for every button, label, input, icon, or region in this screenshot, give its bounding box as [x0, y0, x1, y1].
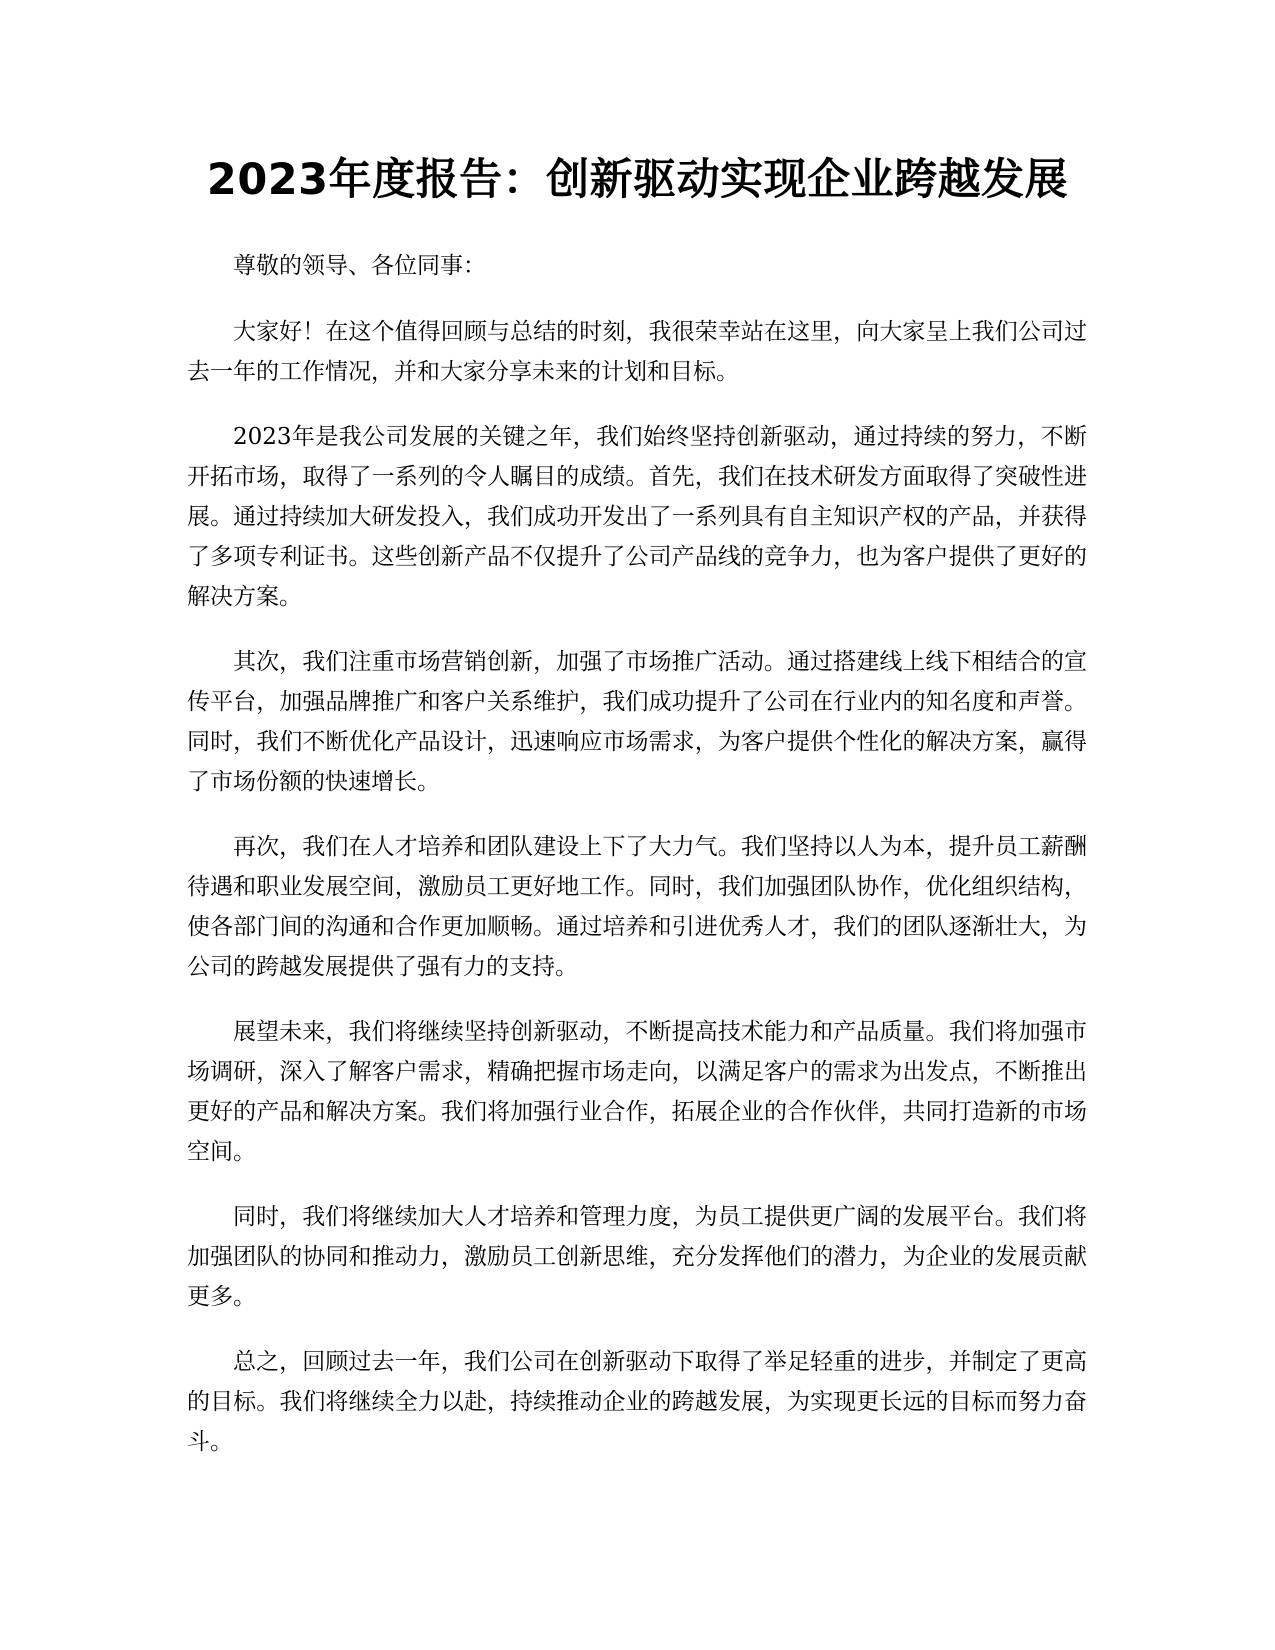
- marketing-paragraph: 其次，我们注重市场营销创新，加强了市场推广活动。通过搭建线上线下相结合的宣传平台，加强品牌推广和客户关系维护，我们成功提升了公司在行业内的知名度和声誉。同时，我们不断优化产品设计，迅速响应市场需求，为客户提供个性化的解决方案，赢得了市场份额的快速增长。: [187, 649, 1087, 795]
- outlook-paragraph: 展望未来，我们将继续坚持创新驱动，不断提高技术能力和产品质量。我们将加强市场调研，深入了解客户需求，精确把握市场走向，以满足客户的需求为出发点，不断推出更好的产品和解决方案。我们将加强行业合作，拓展企业的合作伙伴，共同打造新的市场空间。: [187, 1019, 1087, 1165]
- greeting-paragraph: 大家好！在这个值得回顾与总结的时刻，我很荣幸站在这里，向大家呈上我们公司过去一年的工作情况，并和大家分享未来的计划和目标。: [187, 319, 1087, 385]
- document-title: 2023年度报告：创新驱动实现企业跨越发展: [206, 155, 1069, 205]
- document-body: [187, 246, 1087, 1487]
- conclusion-paragraph: 总之，回顾过去一年，我们公司在创新驱动下取得了举足轻重的进步，并制定了更高的目标。我们将继续全力以赴，持续推动企业的跨越发展，为实现更长远的目标而努力奋斗。: [187, 1349, 1087, 1455]
- salutation-paragraph: 尊敬的领导、各位同事：: [233, 253, 486, 279]
- achievements-paragraph: 2023年是我公司发展的关键之年，我们始终坚持创新驱动，通过持续的努力，不断开拓市场，取得了一系列的令人瞩目的成绩。首先，我们在技术研发方面取得了突破性进展。通过持续加大研发投入，我们成功开发出了一系列具有自主知识产权的产品，并获得了多项专利证书。这些创新产品不仅提升了公司产品线的竞争力，也为客户提供了更好的解决方案。: [187, 424, 1087, 610]
- talent-paragraph: 再次，我们在人才培养和团队建设上下了大力气。我们坚持以人为本，提升员工薪酬待遇和职业发展空间，激励员工更好地工作。同时，我们加强团队协作，优化组织结构，使各部门间的沟通和合作更加顺畅。通过培养和引进优秀人才，我们的团队逐渐壮大，为公司的跨越发展提供了强有力的支持。: [187, 834, 1087, 980]
- staff-development-paragraph: 同时，我们将继续加大人才培养和管理力度，为员工提供更广阔的发展平台。我们将加强团队的协同和推动力，激励员工创新思维，充分发挥他们的潜力，为企业的发展贡献更多。: [187, 1204, 1087, 1310]
